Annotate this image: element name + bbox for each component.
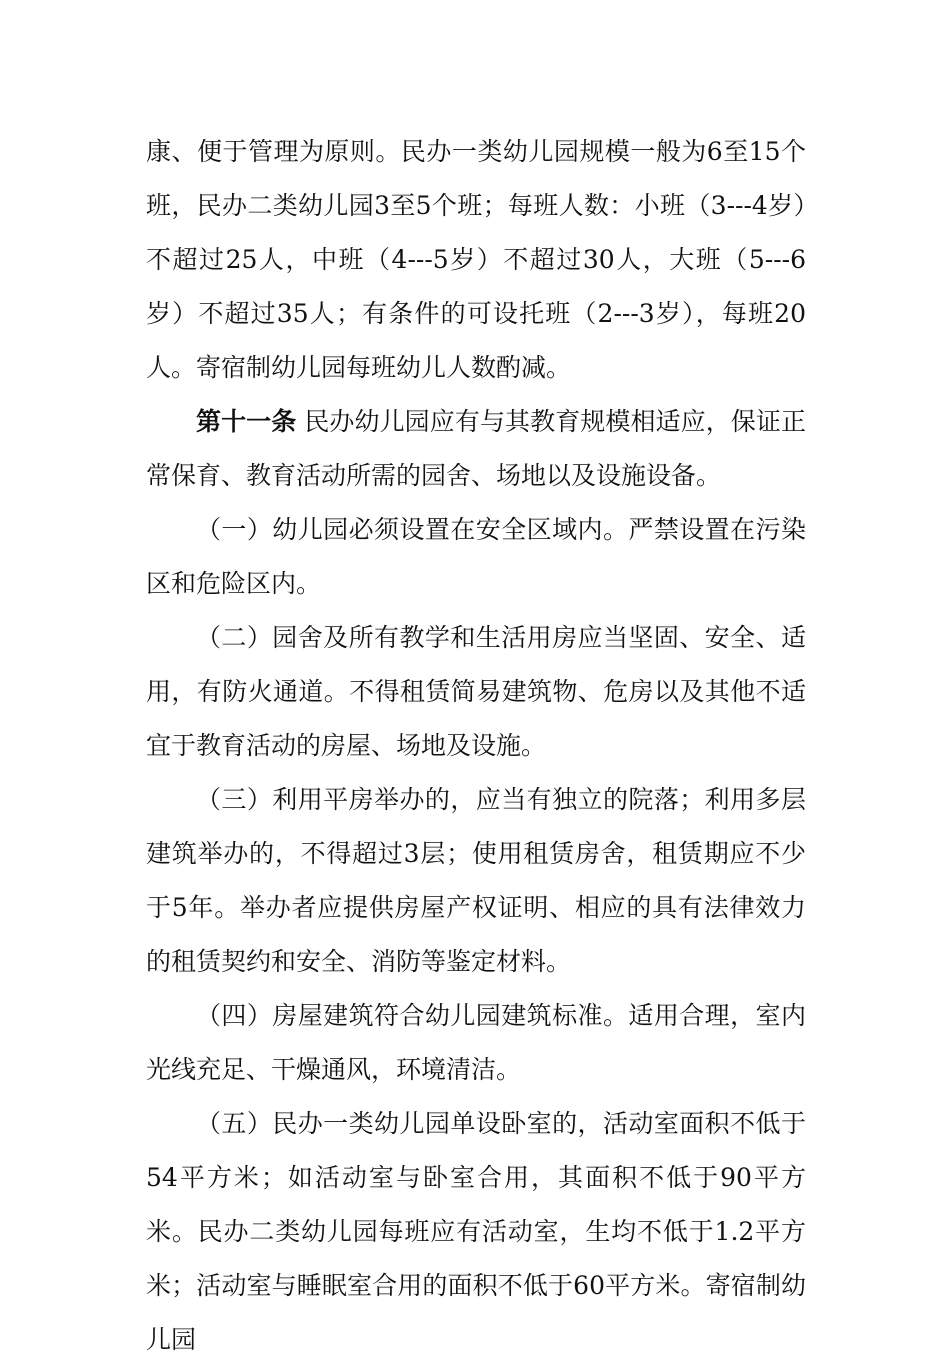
document-body [146, 125, 806, 1367]
paragraph-text: （一）幼儿园必须设置在安全区域内。严禁设置在污染区和危险区内。 [146, 515, 806, 598]
paragraph-article-11 [146, 395, 806, 503]
paragraph-text: （四）房屋建筑符合幼儿园建筑标准。适用合理，室内光线充足、干燥通风，环境清洁。 [146, 1001, 806, 1084]
article-heading: 第十一条 [196, 407, 297, 436]
paragraph-continuation [146, 125, 806, 395]
paragraph-text: 康、便于管理为原则。民办一类幼儿园规模一般为6至15个班，民办二类幼儿园3至5个班；每班人数：小班（3---4岁）不超过25人，中班（4---5岁）不超过30人，大班（5---6岁）不超过35人；有条件的可设托班（2---3岁），每班20人。寄宿制幼儿园每班幼儿人数酌减。 [146, 137, 806, 382]
paragraph-text: （五）民办一类幼儿园单设卧室的，活动室面积不低于54平方米；如活动室与卧室合用，其面积不低于90平方米。民办二类幼儿园每班应有活动室，生均不低于1.2平方米；活动室与睡眠室合用的面积不低于60平方米。寄宿制幼儿园 [146, 1109, 806, 1354]
paragraph-item-5 [146, 1097, 806, 1367]
paragraph-text: （二）园舍及所有教学和生活用房应当坚固、安全、适用，有防火通道。不得租赁简易建筑物、危房以及其他不适宜于教育活动的房屋、场地及设施。 [146, 623, 806, 760]
paragraph-text: （三）利用平房举办的，应当有独立的院落；利用多层建筑举办的，不得超过3层；使用租赁房舍，租赁期应不少于5年。举办者应提供房屋产权证明、相应的具有法律效力的租赁契约和安全、消防等鉴定材料。 [146, 785, 806, 976]
paragraph-item-2 [146, 611, 806, 773]
paragraph-item-1 [146, 503, 806, 611]
paragraph-item-4 [146, 989, 806, 1097]
paragraph-item-3 [146, 773, 806, 989]
paragraph-text: 民办幼儿园应有与其教育规模相适应，保证正常保育、教育活动所需的园舍、场地以及设施设备。 [146, 407, 806, 490]
